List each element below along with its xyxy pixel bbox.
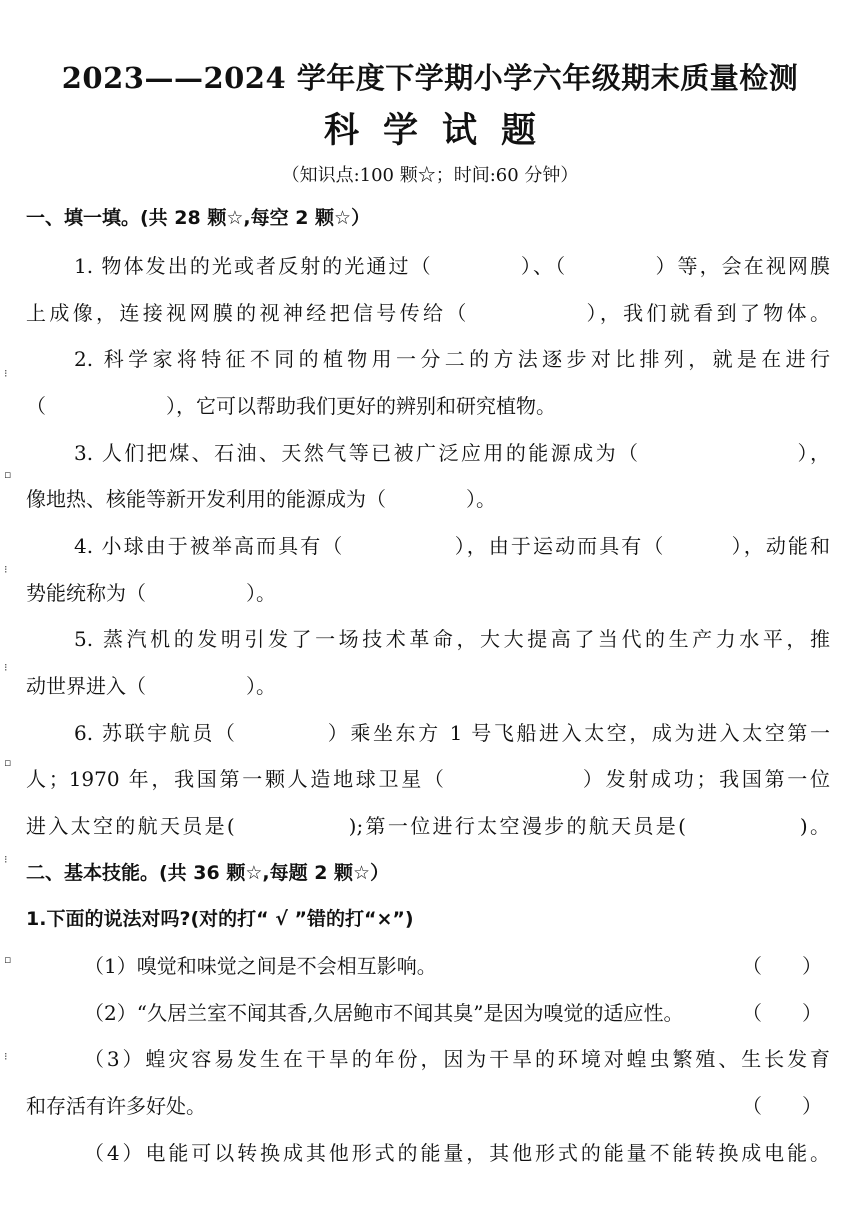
section-2-heading: 二、基本技能。(共 36 颗☆,每题 2 颗☆）	[26, 862, 390, 884]
margin-mark: ⁝	[4, 367, 8, 380]
answer-box-2: （ ）	[742, 1001, 822, 1025]
s2-item-1: （1）嗅觉和味觉之间是不会相互影响。	[84, 954, 437, 978]
q3-line-1: 3. 人们把煤、石油、天然气等已被广泛应用的能源成为（ ），	[74, 441, 830, 465]
q2-line-1: 2. 科学家将特征不同的植物用一分二的方法逐步对比排列，就是在进行	[74, 347, 830, 371]
margin-mark: ⁝	[4, 563, 8, 576]
q1-line-2: 上成像，连接视网膜的视神经把信号传给（ ），我们就看到了物体。	[26, 301, 830, 325]
margin-mark: ⁝	[4, 661, 8, 674]
q4-line-2: 势能统称为（ ）。	[26, 581, 276, 605]
q3-line-2: 像地热、核能等新开发利用的能源成为（ ）。	[26, 487, 496, 511]
exam-title: 2023——2024 学年度下学期小学六年级期末质量检测	[61, 61, 799, 95]
q1-line-1: 1. 物体发出的光或者反射的光通过（ ）、（ ）等，会在视网膜	[74, 254, 830, 278]
q6-line-1: 6. 苏联宇航员（ ）乘坐东方 1 号飞船进入太空，成为进入太空第一	[74, 721, 830, 745]
margin-mark: ▫	[4, 953, 12, 966]
exam-subject: 科学试题	[323, 110, 560, 151]
s2-item-3-cont: 和存活有许多好处。	[26, 1094, 206, 1118]
margin-mark: ⁝	[4, 1050, 8, 1063]
q6-line-3: 进入太空的航天员是( );第一位进行太空漫步的航天员是( )。	[26, 814, 830, 838]
s2-item-2: （2）“久居兰室不闻其香,久居鲍市不闻其臭”是因为嗅觉的适应性。	[84, 1001, 684, 1025]
q5-line-2: 动世界进入（ ）。	[26, 674, 276, 698]
q2-line-2: （ ），它可以帮助我们更好的辨别和研究植物。	[26, 394, 556, 418]
answer-box-1: （ ）	[742, 954, 822, 978]
s2-item-4: （4）电能可以转换成其他形式的能量，其他形式的能量不能转换成电能。	[84, 1141, 830, 1165]
exam-meta: （知识点:100 颗☆；时间:60 分钟）	[281, 165, 579, 186]
margin-mark: ⁝	[4, 853, 8, 866]
margin-mark: ▫	[4, 756, 12, 769]
q4-line-1: 4. 小球由于被举高而具有（ ），由于运动而具有（ ），动能和	[74, 534, 830, 558]
s2-q1-heading: 1.下面的说法对吗?(对的打“ √ ”错的打“×”)	[26, 908, 414, 930]
q6-line-2: 人；1970 年，我国第一颗人造地球卫星（ ）发射成功；我国第一位	[26, 767, 830, 791]
s2-item-3: （3）蝗灾容易发生在干旱的年份，因为干旱的环境对蝗虫繁殖、生长发育	[84, 1047, 830, 1071]
q5-line-1: 5. 蒸汽机的发明引发了一场技术革命，大大提高了当代的生产力水平，推	[74, 627, 830, 651]
section-1-heading: 一、填一填。(共 28 颗☆,每空 2 颗☆）	[26, 207, 371, 229]
margin-mark: ▫	[4, 468, 12, 481]
answer-box-3: （ ）	[742, 1094, 822, 1118]
